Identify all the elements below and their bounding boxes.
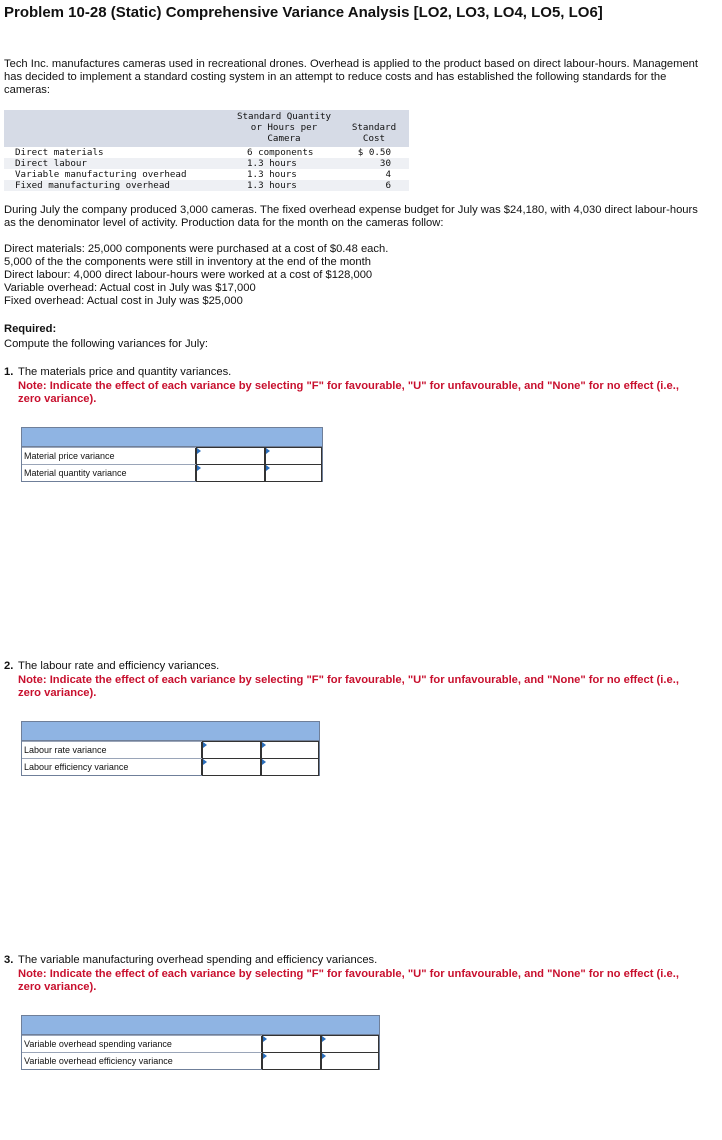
variance-effect-select[interactable]: [261, 741, 319, 759]
question-note: Note: Indicate the effect of each variance by selecting "F" for favourable, "U" for unfavourable, and "None" for no effect (i.e., zero variance).: [18, 674, 679, 699]
answer-table-header: [22, 722, 319, 741]
table-row: [22, 741, 319, 758]
production-line: 5,000 of the the components were still in inventory at the end of the month: [4, 256, 371, 268]
variance-effect-select[interactable]: [265, 447, 322, 465]
qty-header-line: Standard Quantity: [236, 111, 332, 122]
production-line: Variable overhead: Actual cost in July was $17,000: [4, 282, 256, 294]
table-row: [22, 447, 322, 464]
standards-row: [4, 169, 409, 180]
required-text: Compute the following variances for July:: [4, 338, 208, 350]
dropdown-indicator-icon: [266, 448, 270, 454]
question-number: 1.: [4, 366, 14, 378]
variance-amount-input[interactable]: [196, 447, 265, 465]
standards-row-qty: 1.3 hours: [247, 169, 297, 180]
table-row: [22, 1052, 379, 1069]
variance-amount-input[interactable]: [202, 741, 261, 759]
table-row: [22, 758, 319, 775]
variance-effect-select[interactable]: [321, 1052, 379, 1070]
question-3: [4, 954, 704, 994]
input-indicator-icon: [263, 1053, 267, 1059]
answer-table-2: [21, 721, 320, 776]
variance-label: Labour rate variance: [22, 742, 202, 758]
input-indicator-icon: [203, 759, 207, 765]
production-line: Direct materials: 25,000 components were purchased at a cost of $0.48 each.: [4, 243, 389, 255]
input-indicator-icon: [263, 1036, 267, 1042]
question-note: Note: Indicate the effect of each variance by selecting "F" for favourable, "U" for unfavourable, and "None" for no effect (i.e., zero variance).: [18, 968, 679, 993]
question-text: The labour rate and efficiency variances.: [18, 660, 220, 672]
variance-label: Variable overhead spending variance: [22, 1036, 262, 1052]
standards-row: [4, 158, 409, 169]
question-number: 2.: [4, 660, 14, 672]
question-text: The materials price and quantity variances.: [18, 366, 232, 378]
standards-row-qty: 1.3 hours: [247, 158, 297, 169]
production-line: Fixed overhead: Actual cost in July was $25,000: [4, 295, 243, 307]
cost-header-line: Standard: [351, 122, 397, 133]
standards-row-cost: 4: [385, 169, 391, 180]
answer-table-3: [21, 1015, 380, 1070]
input-indicator-icon: [203, 742, 207, 748]
standards-row-label: Variable manufacturing overhead: [15, 169, 187, 180]
dropdown-indicator-icon: [322, 1053, 326, 1059]
answer-table-header: [22, 1016, 379, 1035]
standards-table-header: [4, 110, 409, 147]
qty-header-line: or Hours per: [250, 122, 318, 133]
problem-title: Problem 10-28 (Static) Comprehensive Variance Analysis [LO2, LO3, LO4, LO5, LO6]: [4, 4, 603, 21]
dropdown-indicator-icon: [262, 742, 266, 748]
cost-header-line: Cost: [362, 133, 386, 144]
variance-label: Material price variance: [22, 448, 196, 464]
standards-row-label: Direct labour: [15, 158, 87, 169]
intro-paragraph: [4, 58, 704, 97]
standards-row-cost: 6: [385, 180, 391, 191]
variance-effect-select[interactable]: [265, 464, 322, 482]
standards-table: [4, 110, 409, 191]
standards-row-label: Fixed manufacturing overhead: [15, 180, 170, 191]
question-number: 3.: [4, 954, 14, 966]
production-data: [4, 243, 704, 308]
july-paragraph: [4, 204, 704, 230]
intro-text: Tech Inc. manufactures cameras used in recreational drones. Overhead is applied to the product based on direct labour-hours. Management has decided to implement a standard costing system in an attempt to reduce costs and has established the following standards for the cameras:: [4, 58, 699, 96]
table-row: [22, 1035, 379, 1052]
table-row: [22, 464, 322, 481]
standards-row-cost: $ 0.50: [357, 147, 391, 158]
standards-row-qty: 6 components: [247, 147, 314, 158]
question-note: Note: Indicate the effect of each variance by selecting "F" for favourable, "U" for unfavourable, and "None" for no effect (i.e., zero variance).: [18, 380, 679, 405]
standards-row-qty: 1.3 hours: [247, 180, 297, 191]
required-label: Required:: [4, 323, 57, 335]
answer-table-header: [22, 428, 322, 447]
production-line: Direct labour: 4,000 direct labour-hours were worked at a cost of $128,000: [4, 269, 373, 281]
variance-label: Material quantity variance: [22, 465, 196, 481]
standards-row-cost: 30: [379, 158, 391, 169]
variance-label: Labour efficiency variance: [22, 759, 202, 775]
july-text: During July the company produced 3,000 cameras. The fixed overhead expense budget for July was $24,180, with 4,030 direct labour-hours as the denominator level of activity. Production data for the month on the cameras follow:: [4, 204, 698, 229]
variance-effect-select[interactable]: [261, 758, 319, 776]
variance-amount-input[interactable]: [202, 758, 261, 776]
dropdown-indicator-icon: [266, 465, 270, 471]
variance-amount-input[interactable]: [196, 464, 265, 482]
qty-column-header: [224, 111, 344, 144]
cost-column-header: [344, 122, 404, 144]
required-section: [4, 323, 704, 351]
dropdown-indicator-icon: [322, 1036, 326, 1042]
input-indicator-icon: [197, 465, 201, 471]
standards-row-label: Direct materials: [15, 147, 104, 158]
question-text: The variable manufacturing overhead spending and efficiency variances.: [18, 954, 378, 966]
qty-header-line: Camera: [267, 133, 301, 144]
variance-effect-select[interactable]: [321, 1035, 379, 1053]
variance-label: Variable overhead efficiency variance: [22, 1053, 262, 1069]
variance-amount-input[interactable]: [262, 1035, 321, 1053]
variance-amount-input[interactable]: [262, 1052, 321, 1070]
dropdown-indicator-icon: [262, 759, 266, 765]
input-indicator-icon: [197, 448, 201, 454]
answer-table-1: [21, 427, 323, 482]
standards-row: [4, 180, 409, 191]
question-1: [4, 366, 704, 406]
question-2: [4, 660, 704, 700]
standards-row: [4, 147, 409, 158]
